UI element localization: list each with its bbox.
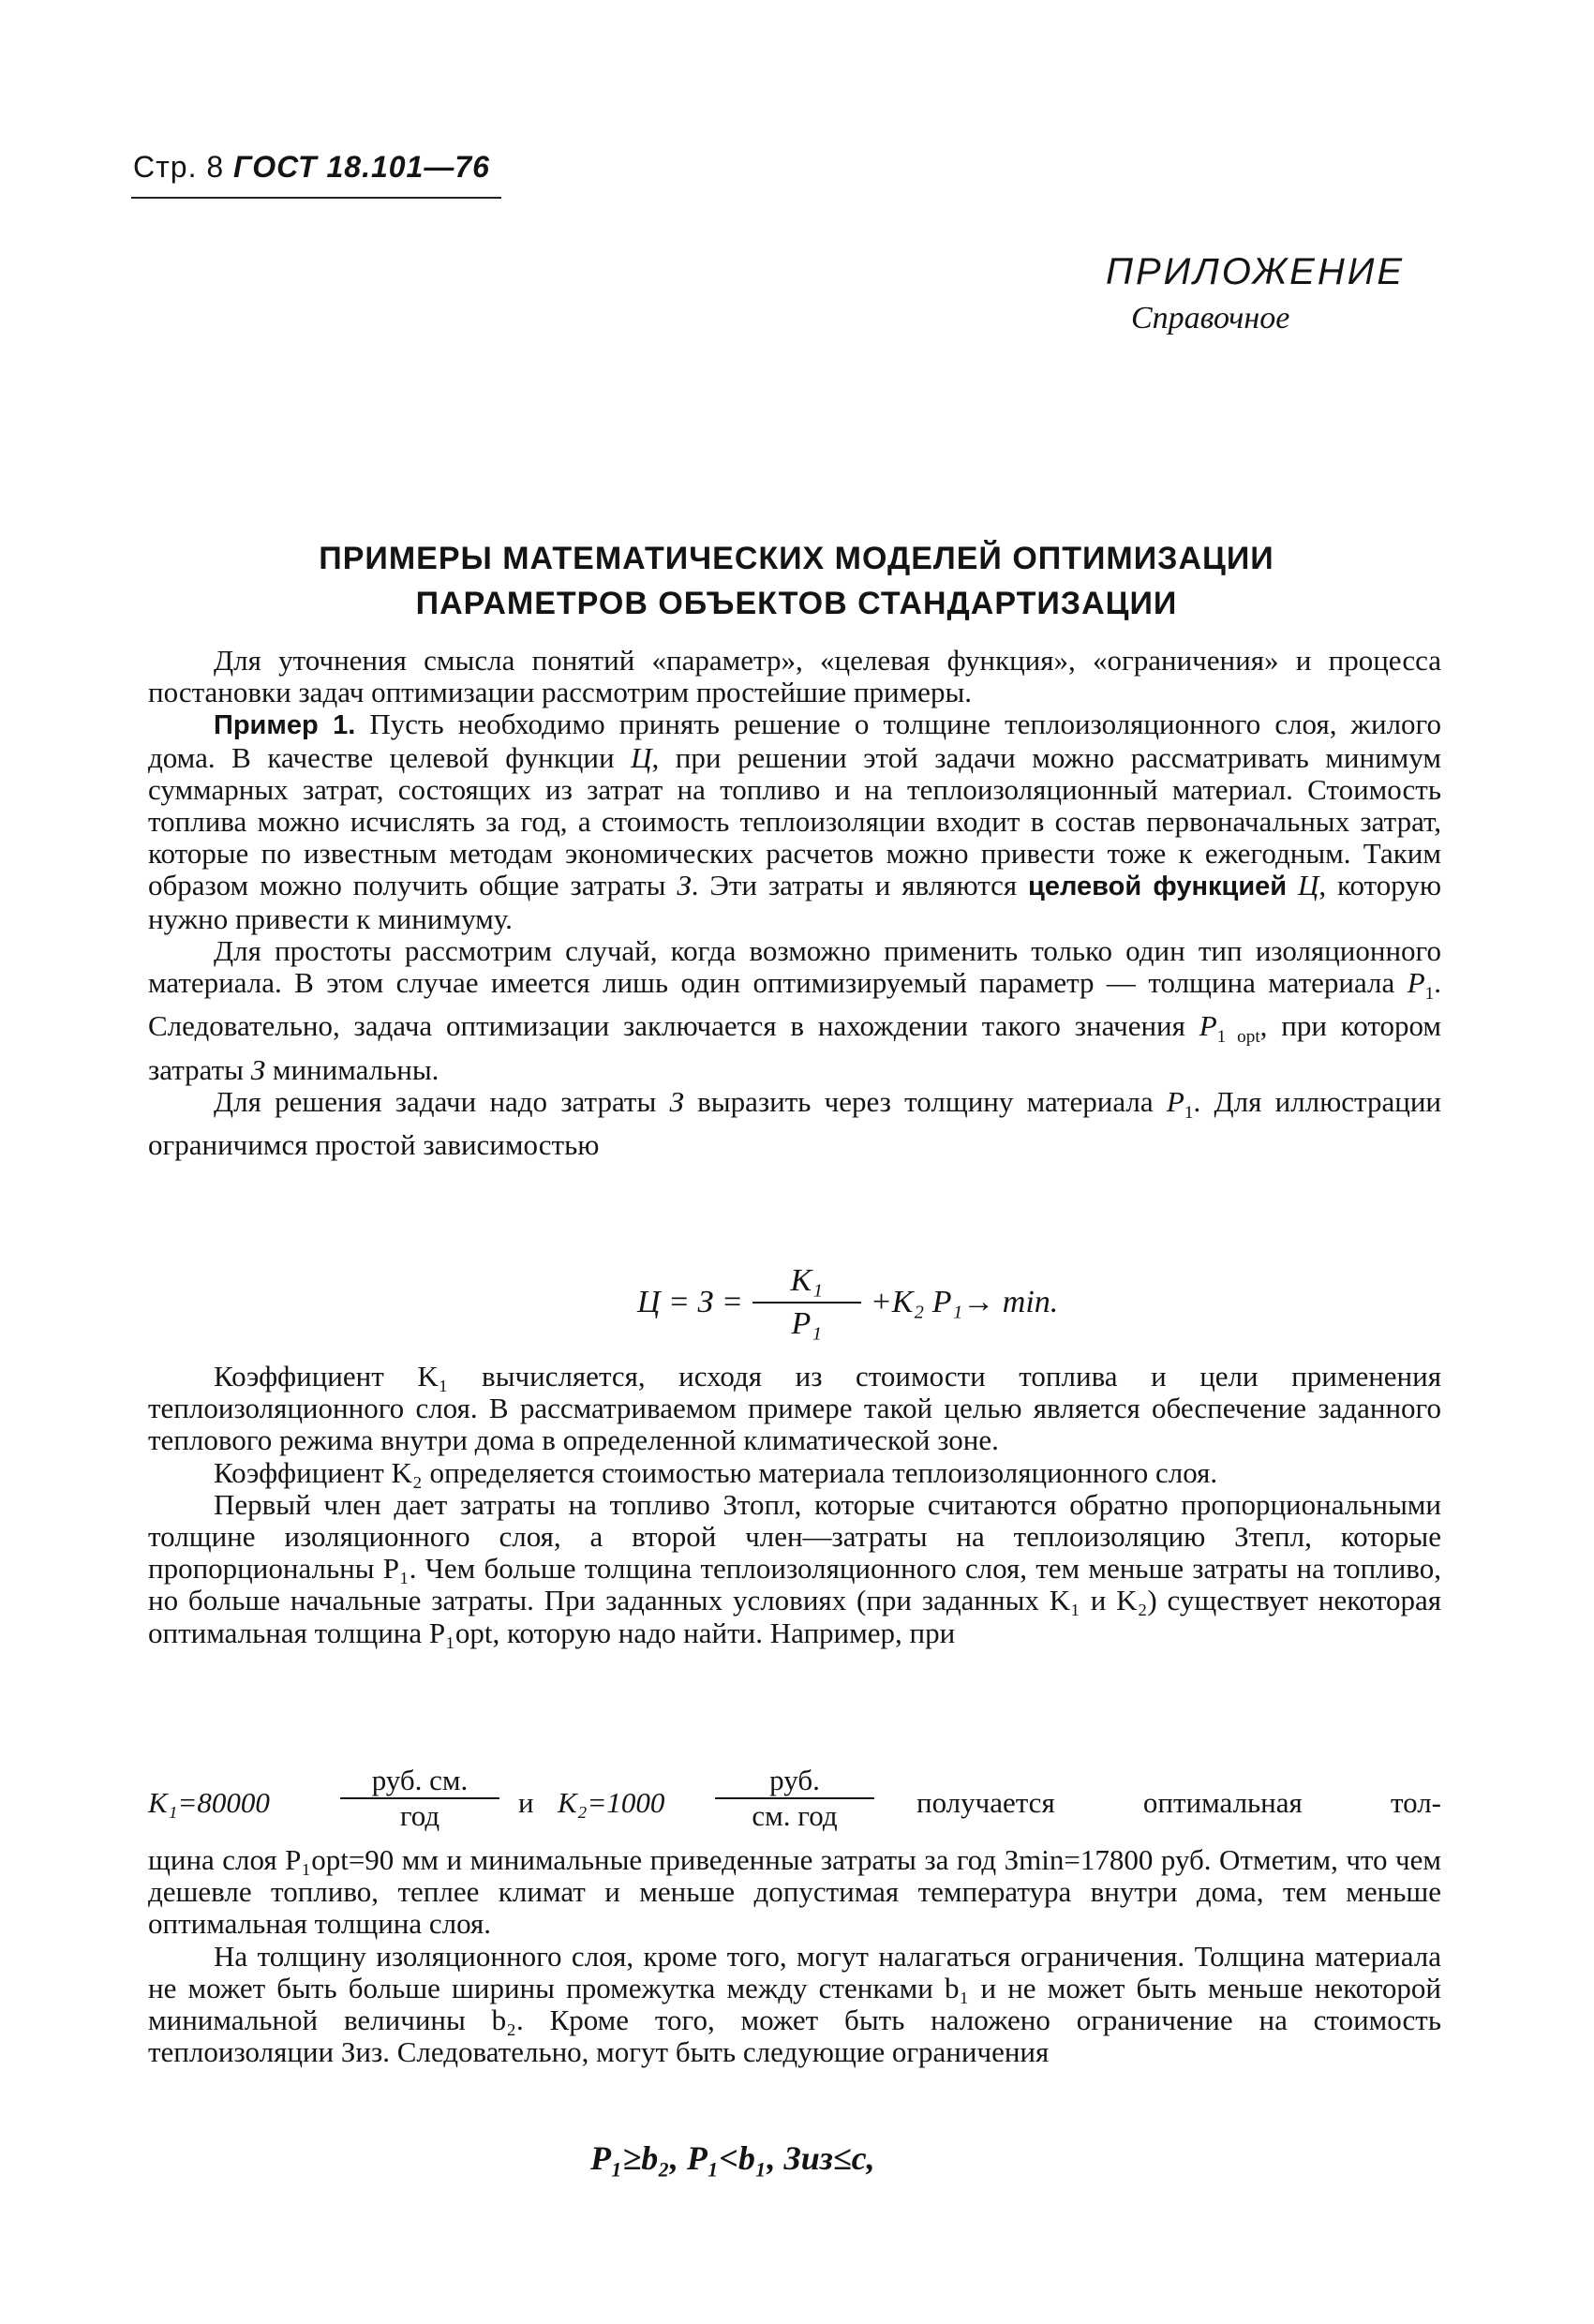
paragraph-simplicity — [148, 935, 1441, 1086]
standard-code: ГОСТ 18.101—76 — [233, 150, 490, 184]
objective-formula — [637, 1256, 1058, 1349]
page-number: Стр. 8 — [133, 150, 225, 184]
example-text-c: . Эти затраты и являются — [691, 869, 1029, 902]
unit-fraction-2-num: руб. — [715, 1764, 874, 1799]
constraints-formula: P₁≥b₂, P₁<b₁, Зиз≤c, — [590, 2139, 875, 2177]
var-p-3-sub: 1 — [1184, 1103, 1194, 1124]
target-function-term: целевой функцией — [1028, 872, 1288, 902]
appendix-label: ПРИЛОЖЕНИЕ — [1106, 251, 1406, 292]
example-text-b: , при решении этой задачи можно рассматривать минимум суммарных затрат, состоящих из затрат на топливо и на теплоизоляционный материал. Стоимость топлива можно исчислять за год, а стоимость теплоизоляции входит в состав первоначальных затрат, которые по известным методам экономических расчетов можно привести тоже к ежегодным. Таким образом можно получить общие затраты — [148, 740, 1441, 902]
title-line-2: ПАРАМЕТРОВ ОБЪЕКТОВ СТАНДАРТИЗАЦИИ — [415, 586, 1178, 621]
title-line-1: ПРИМЕРЫ МАТЕМАТИЧЕСКИХ МОДЕЛЕЙ ОПТИМИЗАЦИИ — [319, 541, 1274, 576]
simplicity-text-b: . Следовательно, задача оптимизации заключается в нахождении такого значения — [148, 966, 1441, 1043]
formula-fraction — [752, 1260, 861, 1345]
simplicity-text-a: Для простоты рассмотрим случай, когда возможно применить только один тип изоляционного материала. В этом случае имеется лишь один оптимизируемый параметр — толщина материала — [148, 933, 1441, 1000]
and-word: и — [518, 1786, 534, 1819]
paragraph-result: щина слоя P₁opt=90 мм и минимальные приведенные затраты за год Зmin=17800 руб. Отметим, что чем дешевле топливо, теплее климат и меньше допустимая температура внутри дома, тем меньше оптимальная толщина слоя. — [148, 1843, 1441, 1941]
document-title — [187, 536, 1406, 626]
var-z: З — [677, 869, 692, 902]
paragraph-first-term: Первый член дает затраты на топливо Зтопл, которые считаются обратно пропорциональными толщине изоляционного слоя, а второй член—затраты на теплоизоляцию Зтепл, которые пропорциональны P₁. Чем больше толщина теплоизоляционного слоя, тем меньше затраты на топливо, но больше начальные затраты. При заданных условиях (при заданных K₁ и K₂) существует некоторая оптимальная толщина P₁opt, которую надо найти. Например, при — [148, 1487, 1441, 1649]
unit-fraction-1-num: руб. см. — [340, 1764, 499, 1799]
var-z-2: З — [250, 1052, 266, 1086]
body-section-1 — [148, 645, 1441, 1162]
var-p-sub: 1 — [1424, 984, 1435, 1005]
appendix-label-block — [1106, 251, 1462, 336]
simplicity-text-d: минимальны. — [265, 1052, 439, 1086]
var-p-opt-sub: 1 opt — [1216, 1027, 1260, 1048]
example-values-line — [148, 1764, 1441, 1840]
k2-value: K₂=1000 — [558, 1786, 665, 1819]
body-section-3 — [148, 1844, 1441, 2068]
formula-lhs: Ц = З = — [637, 1285, 743, 1319]
var-p-3: P — [1166, 1085, 1184, 1119]
var-z-3: З — [669, 1085, 684, 1119]
header-divider — [131, 197, 501, 199]
solve-text-c: . Для иллюстрации ограничимся простой зависимостью — [148, 1085, 1442, 1162]
paragraph-solve — [148, 1086, 1441, 1162]
var-p-2: P — [1199, 1009, 1217, 1043]
appendix-type: Справочное — [1131, 301, 1290, 335]
unit-fraction-2 — [715, 1764, 874, 1833]
var-c: Ц — [631, 740, 652, 774]
paragraph-k1: Коэффициент K₁ вычисляется, исходя из стоимости топлива и цели применения теплоизоляционного слоя. В рассматриваемом примере такой целью является обеспечение заданного теплового режима внутри дома в определенной климатической зоне. — [148, 1360, 1441, 1457]
page-header — [133, 150, 490, 185]
paragraph-constraints: На толщину изоляционного слоя, кроме того, могут налагаться ограничения. Толщина материала не может быть больше ширины промежутка между стенками b₁ и не может быть меньше некоторой минимальной величины b₂. Кроме того, может быть наложено ограничение на стоимость теплоизоляции Зиз. Следовательно, могут быть следующие ограничения — [148, 1939, 1441, 2069]
example-text-a: Пусть необходимо принять решение о толщине теплоизоляционного слоя, жилого дома. В качестве целевой функции — [148, 708, 1441, 774]
formula-rhs: +K₂ P₁→ min. — [870, 1285, 1059, 1319]
unit-fraction-1-den: год — [399, 1799, 440, 1832]
solve-text-a: Для решения задачи надо затраты — [214, 1085, 670, 1119]
var-c-2: Ц — [1287, 869, 1319, 902]
body-section-2 — [148, 1361, 1441, 1649]
unit-fraction-1 — [340, 1764, 499, 1833]
solve-text-b: выразить через толщину материала — [683, 1085, 1167, 1119]
simplicity-text-c: , при котором затраты — [148, 1009, 1441, 1086]
var-p: P — [1407, 966, 1425, 1000]
k1-value: K₁=80000 — [148, 1786, 270, 1819]
result-text: получается оптимальная тол- — [916, 1786, 1441, 1819]
formula-denominator: P₁ — [791, 1306, 823, 1341]
paragraph-k2: Коэффициент K₂ определяется стоимостью материала теплоизоляционного слоя. — [214, 1455, 1218, 1489]
paragraph-intro: Для уточнения смысла понятий «параметр», «целевая функция», «ограничения» и процесса постановки задач оптимизации рассмотрим простейшие примеры. — [148, 644, 1441, 709]
formula-numerator: K₁ — [752, 1260, 861, 1304]
paragraph-example-1 — [148, 708, 1441, 934]
unit-fraction-2-den: см. год — [752, 1799, 838, 1832]
example-text-d: , которую нужно привести к минимуму. — [148, 869, 1441, 935]
example-label: Пример 1. — [214, 710, 356, 741]
